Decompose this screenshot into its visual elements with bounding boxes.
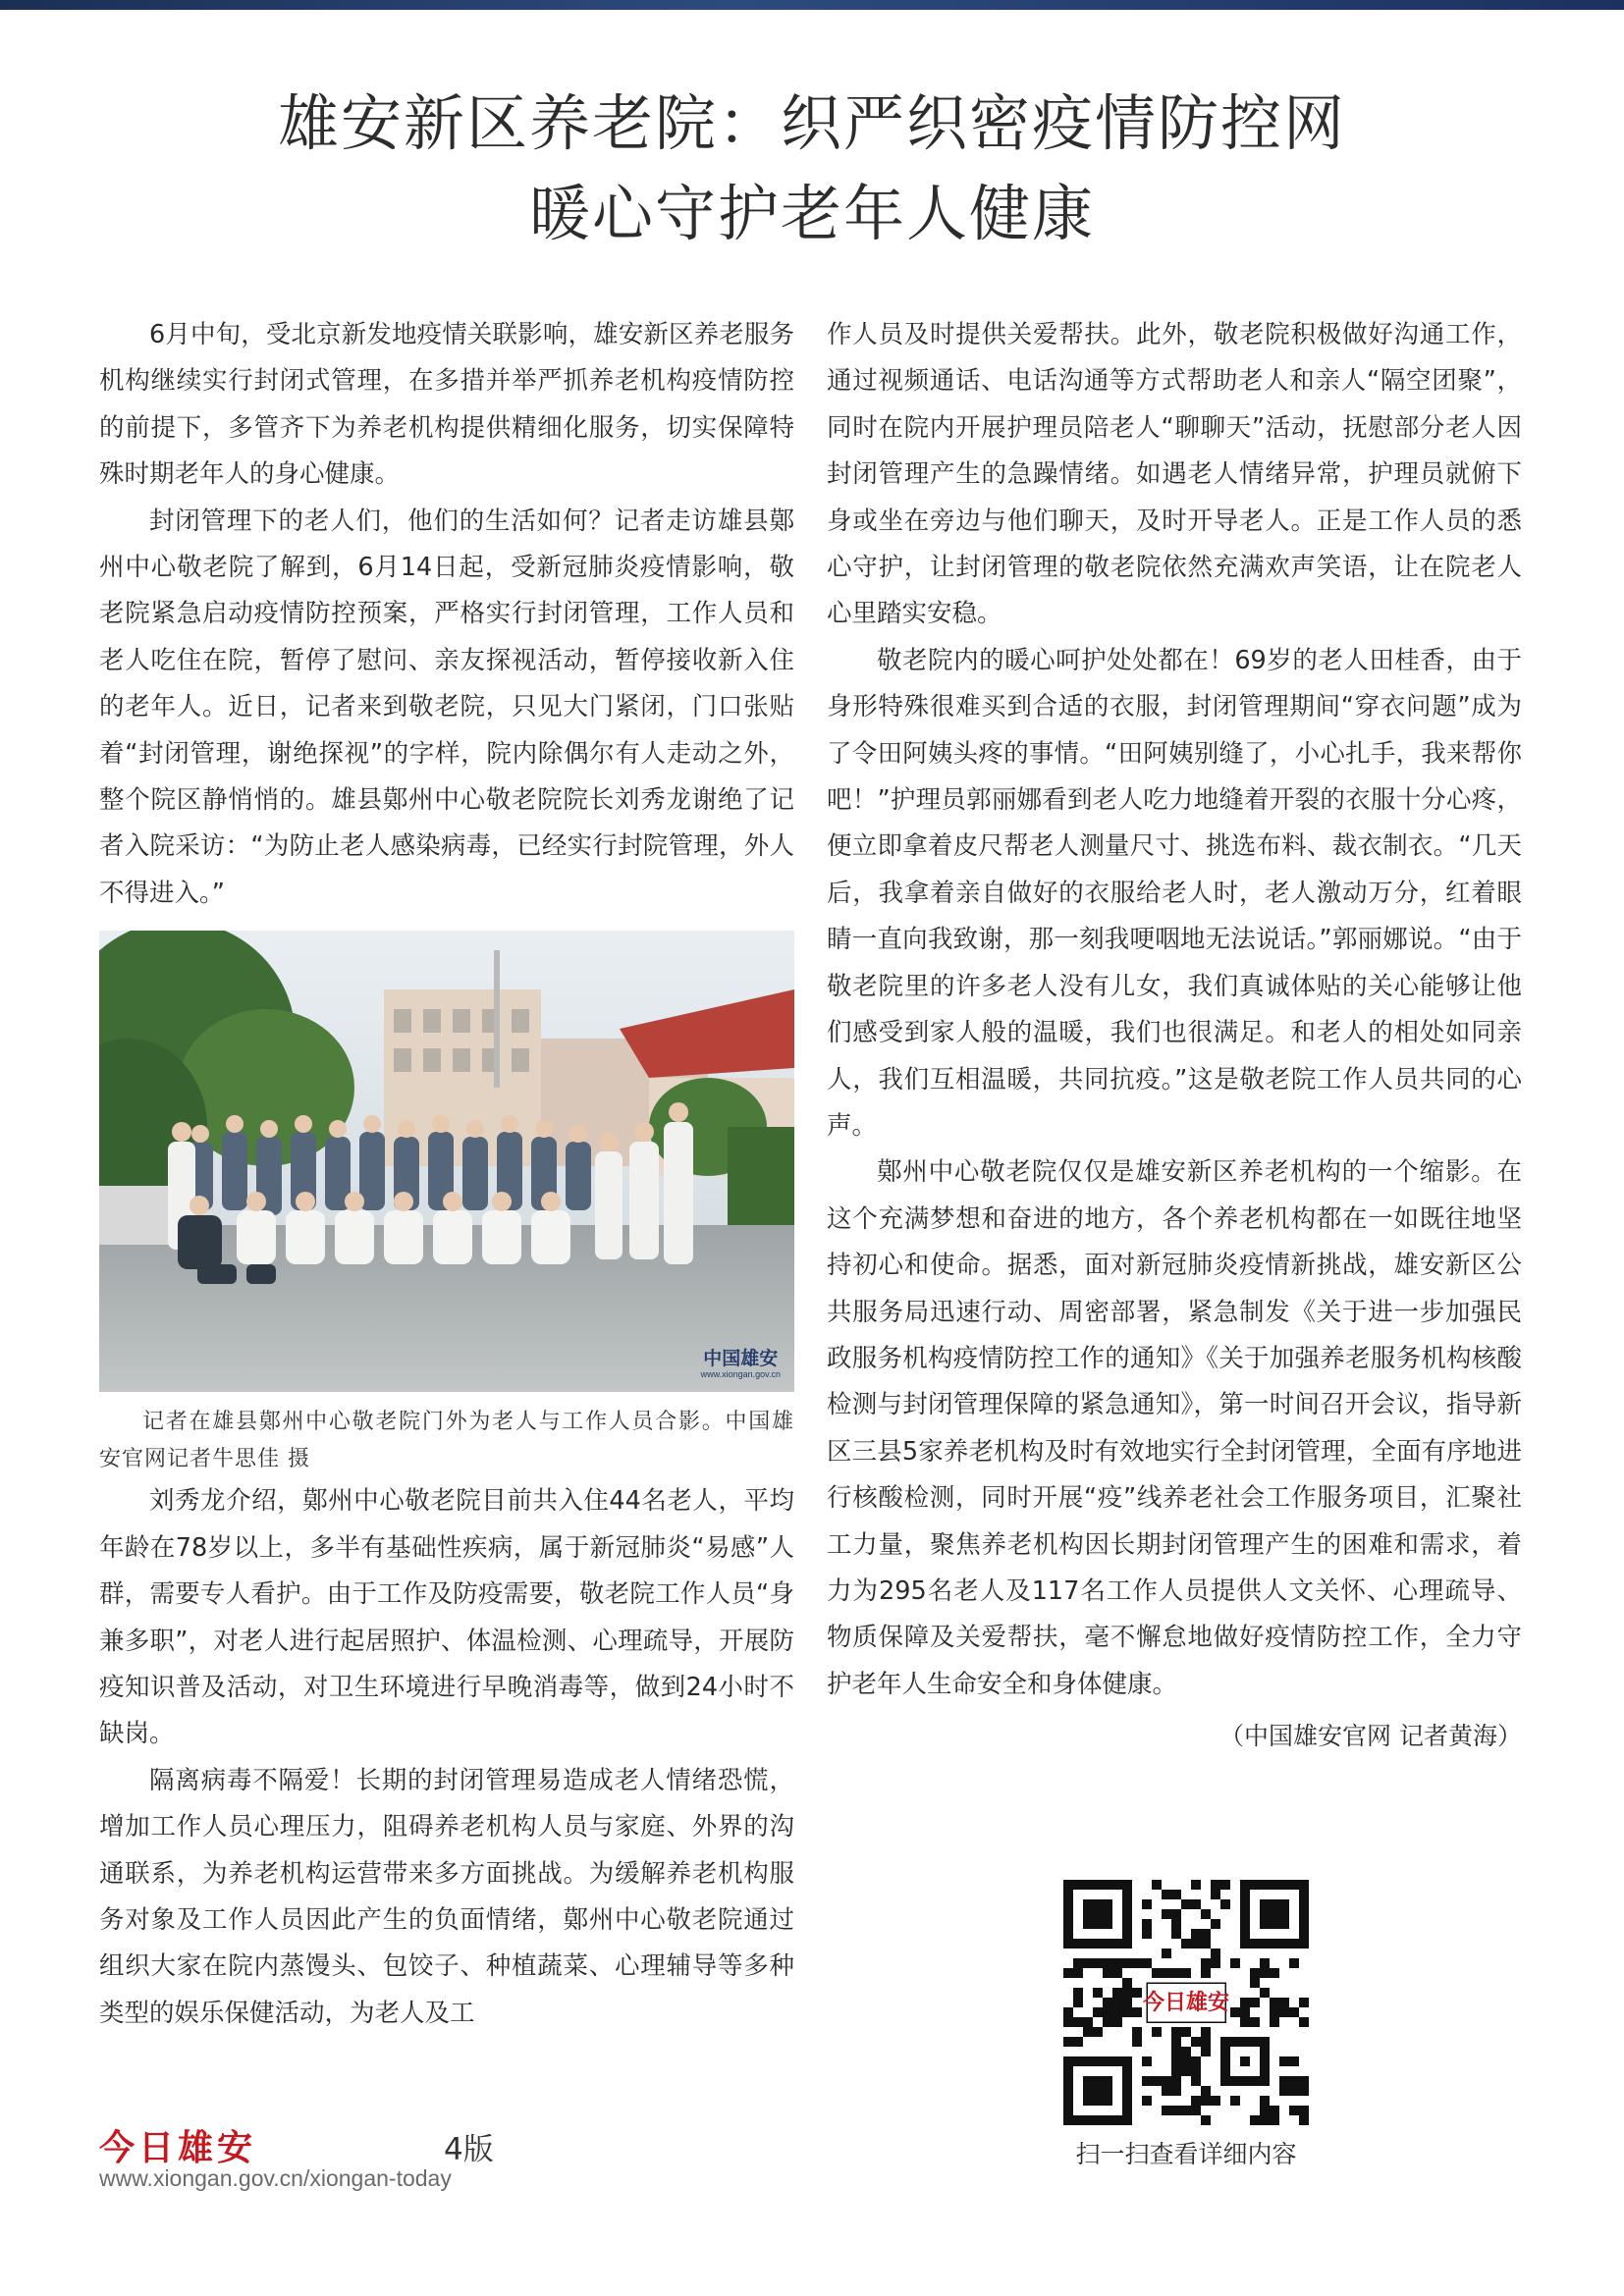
paragraph: 6月中旬，受北京新发地疫情关联影响，雄安新区养老服务机构继续实行封闭式管理，在多措并举严抓养老机构疫情防控的前提下，多管齐下为养老机构提供精细化服务，切实保障特殊时期老年人的身心健康。 <box>99 320 794 490</box>
qr-center-label: 今日雄安 <box>1142 1990 1230 2015</box>
qr-code[interactable] <box>1063 1880 1309 2125</box>
photo-watermark <box>701 1348 781 1380</box>
photo-caption: 记者在雄县鄚州中心敬老院门外为老人与工作人员合影。中国雄安官网记者牛思佳 摄 <box>99 1410 794 1472</box>
qr-caption: 扫一扫查看详细内容 <box>1075 2140 1297 2168</box>
footer-url[interactable]: www.xiongan.gov.cn/xiongan-today <box>99 2165 452 2191</box>
qr-block <box>1049 1880 1324 2174</box>
group-photo <box>99 931 794 1392</box>
top-color-bar <box>0 0 1624 10</box>
headline <box>0 79 1624 259</box>
headline-line-2: 暖心守护老年人健康 <box>528 178 1095 249</box>
footer-logo: 今日雄安 <box>99 2127 257 2168</box>
paragraph: 封闭管理下的老人们，他们的生活如何？记者走访雄县鄚州中心敬老院了解到，6月14日起，受新冠肺炎疫情影响，敬老院紧急启动疫情防控预案，严格实行封闭管理，工作人员和老人吃住在院，暂停了慰问、亲友探视活动，暂停接收新入住的老年人。近日，记者来到敬老院，只见大门紧闭，门口张贴着“封闭管理，谢绝探视”的字样，院内除偶尔有人走动之外，整个院区静悄悄的。雄县鄚州中心敬老院院长刘秀龙谢绝了记者入院采访：“为防止老人感染病毒，已经实行封院管理，外人不得进入。” <box>99 506 794 908</box>
left-column <box>99 312 794 2037</box>
right-column <box>827 312 1522 1757</box>
headline-line-1: 雄安新区养老院：织严织密疫情防控网 <box>277 87 1346 159</box>
paragraph: 敬老院内的暖心呵护处处都在！69岁的老人田桂香，由于身形特殊很难买到合适的衣服，封闭管理期间“穿衣问题”成为了令田阿姨头疼的事情。“田阿姨别缝了，小心扎手，我来帮你吧！”护理员郭丽娜看到老人吃力地缝着开裂的衣服十分心疼，便立即拿着皮尺帮老人测量尺寸、挑选布料、裁衣制衣。“几天后，我拿着亲自做好的衣服给老人时，老人激动万分，红着眼睛一直向我致谢，那一刻我哽咽地无法说话。”郭丽娜说。“由于敬老院里的许多老人没有儿女，我们真诚体贴的关心能够让他们感受到家人般的温暖，我们也很满足。和老人的相处如同亲人，我们互相温暖，共同抗疫。”这是敬老院工作人员共同的心声。 <box>827 645 1522 1141</box>
paragraph: 作人员及时提供关爱帮扶。此外，敬老院积极做好沟通工作，通过视频通话、电话沟通等方式帮助老人和亲人“隔空团聚”，同时在院内开展护理员陪老人“聊聊天”活动，抚慰部分老人因封闭管理产生的急躁情绪。如遇老人情绪异常，护理员就俯下身或坐在旁边与他们聊天，及时开导老人。正是工作人员的悉心守护，让封闭管理的敬老院依然充满欢声笑语，让在院老人心里踏实安稳。 <box>827 320 1522 629</box>
photo-watermark-logo: 中国雄安 <box>703 1348 779 1370</box>
page-number: 4版 <box>444 2132 494 2167</box>
photo-watermark-url: www.xiongan.gov.cn <box>700 1369 781 1380</box>
byline: （中国雄安官网 记者黄海） <box>1219 1722 1522 1751</box>
paragraph: 鄚州中心敬老院仅仅是雄安新区养老机构的一个缩影。在这个充满梦想和奋进的地方，各个养老机构都在一如既往地坚持初心和使命。据悉，面对新冠肺炎疫情新挑战，雄安新区公共服务局迅速行动、周密部署，紧急制发《关于进一步加强民政服务机构疫情防控工作的通知》《关于加强养老服务机构核酸检测与封闭管理保障的紧急通知》，第一时间召开会议，指导新区三县5家养老机构及时有效地实行全封闭管理，全面有序地进行核酸检测，同时开展“疫”线养老社会工作服务项目，汇聚社工力量，聚焦养老机构因长期封闭管理产生的困难和需求，着力为295名老人及117名工作人员提供人文关怀、心理疏导、物质保障及关爱帮扶，毫不懈怠地做好疫情防控工作，全力守护老年人生命安全和身体健康。 <box>827 1157 1522 1699</box>
paragraph: 刘秀龙介绍，鄚州中心敬老院目前共入住44名老人，平均年龄在78岁以上，多半有基础性疾病，属于新冠肺炎“易感”人群，需要专人看护。由于工作及防疫需要，敬老院工作人员“身兼多职”，对老人进行起居照护、体温检测、心理疏导，开展防疫知识普及活动，对卫生环境进行早晚消毒等，做到24小时不缺岗。 <box>99 1486 794 1749</box>
paragraph: 隔离病毒不隔爱！长期的封闭管理易造成老人情绪恐慌，增加工作人员心理压力，阻碍养老机构人员与家庭、外界的沟通联系，为养老机构运营带来多方面挑战。为缓解养老机构服务对象及工作人员因此产生的负面情绪，鄚州中心敬老院通过组织大家在院内蒸馒头、包饺子、种植蔬菜、心理辅导等多种类型的娱乐保健活动，为老人及工 <box>99 1765 794 2028</box>
